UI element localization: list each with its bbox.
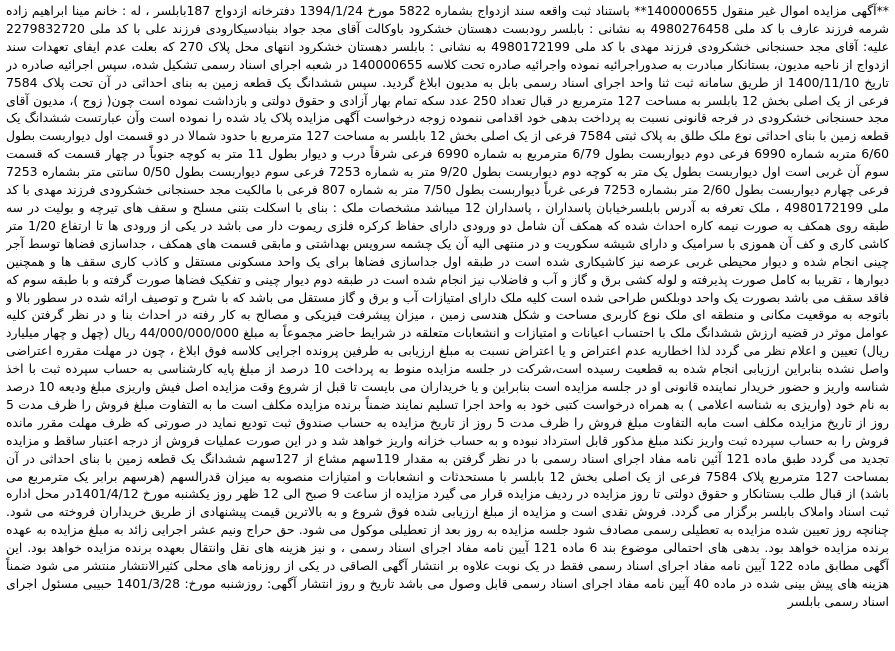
auction-notice <box>6 2 889 647</box>
notice-body-text: **آگهی مزایده اموال غیر منقول 140000655** باستناد ثبت واقعه سند ازدواج بشماره 5822 مورخ 1394/1/24 دفترخانه ازدواج 187بابلسر ، له : خانم مینا ابراهیم زاده شرمه فرزند عارف با کد ملی 4980276458 به نشانی : بابلسر رودبست دهستان خشکرود باوکالت آقای مجد جواد بنیادسیکارودی فرزند علی با کد ملی 2279832720 علیه: آقای مجد حسنجانی خشکرودی فرزند مهدی با کد ملی 4980172199 به نشانی : بابلسر دهستان خشکرود انتهای محل پلاک 270 که بعلت عدم ایفای تعهدات سند ازدواج از ناحیه مدیون، بستانکار مبادرت به صدوراجرائیه نموده واجرائیه صادره تحت کلاسه 140000655 در شعبه اجرای اسناد رسمی تشکیل شده، سپس اجرائیه صادره در تاریخ 1400/11/10 از طریق سامانه ثبت ثنا واحد اجرای اسناد رسمی بابل به مدیون ابلاغ گردید. سپس ششدانگ یک قطعه زمین به بنای احداثی در آن تحت پلاک 7584 فرعی از یک اصلی بخش 12 بابلسر به مساحت 127 مترمربع در قبال تعداد 250 عدد سکه تمام بهار آزادی و حقوق دولتی و بازداشت نموده است چون( زوج )، مدیون آقای مجد حسنجانی خشکرودی در فرجه قانونی نسبت به پرداخت بدهی خود اقدامی ننموده زوجه درخواست آگهی مزایده پلاک یاد شده را نموده است وآن عبارتست ششدانگ یک قطعه زمین با بنای احداثی نوع ملک طلق به پلاک ثبتی 7584 فرعی از یک اصلی بخش 12 بابلسر به مساحت 127 مترمربع با حدود شمالا در دو قسمت اول دیواربست بطول 6/60 متربه شماره 6990 فرعی دوم دیواربست بطول 6/79 مترمربع به شماره 6990 فرعی شرقاً درب و دیوار بطول 11 متر به کوچه جنوباً در چهار قسمت که قسمت سوم آن غربی است اول دیواربست بطول یک متر به کوچه دوم دیواربست بطول 9/20 متر به شماره 7253 فرعی سوم دیواربست بطول 0/50 سانتی متر بشماره 7253 فرعی چهارم دیواربست بطول 2/60 متر بشماره 7253 فرعی غرباً دیواربست بطول 7/50 متر به شماره 807 فرعی با مالکیت مجد حسنجانی خشکرودی فرزند مهدی با کد ملی 4980172199 ، ملک تعرفه به آدرس بابلسرخیابان پاسداران ، پاسداران 12 میباشد مشخصات ملک : بنای با اسکلت بتنی مسلح و سقف های تیرچه و بولیت در سه طبقه روی همکف به صورت نیمه کاره احداث شده که همکف آن شامل دو ورودی دارای حفاظ کرکره فلزی ریموت دار می باشد در یکی از ورودی ها تا ارتفاع 1/20 متر کاشی کاری و کف آن هموزی با سرامیک و دارای شیشه سکوریت و در منتهی الیه آن یک چشمه سرویس بهداشتی و مابقی قسمت های همکف ، جداسازی فضاها توسط آجر چینی انجام شده و دیوار محیطی غربی عرصه نیز کاشیکاری شده است در طبقه اول جداسازی فضاها برای یک واحد مسکونی مستقل و کاذب کاری سقف ها و همچنین دیوارها ، تقریبا به کامل صورت پذیرفته و لوله کشی برق و گاز و آب و فاضلاب نیز انجام شده است در طبقه دوم دیوار چینی و تفکیک فضاها صورت گرفته و با طبقه سوم که فاقد سقف می باشد بصورت یک واحد دوبلکس طراحی شده است کلیه ملک دارای امتیازات آب و برق و گاز مستقل می باشد که با شرح و توصیف ارائه شده در سطور بالا و باتوجه به موقعیت مکانی و منطقه ای ملک نوع کاربری مساحت و شکل هندسی زمین ، میزان پیشرفت فیزیکی و مصالح به کار رفته در احداث بنا و در نظر گرفتن کلیه عوامل موثر در قضیه ارزش ششدانگ ملک با احتساب اعیانات و امتیازات و انشعابات متعلقه در شرایط حاضر مجموعاً به مبلغ 44/000/000/000 ریال (چهل و چهار میلیارد ریال) تعیین و اعلام نظر می گردد لذا اخطاریه عدم اعتراض و یا اعتراض نسبت به مبلغ ارزیابی به طرفین پرونده اجرایی کلاسه فوق ابلاغ ، چون در مهلت مقرره اعتراضی واصل نشده بنابراین ارزیابی انجام شده به قطعیت رسیده است،شرکت در جلسه مزایده منوط به پرداخت 10 درصد از مبلغ پایه کارشناسی به حساب سپرده ثبت با اخذ شناسه واریز و حضور خریدار نماینده قانونی او در جلسه مزایده است بنابراین و یا خریداران می بایست تا قبل از شروع وقت مزایده اصل فیش واریزی مبلغ ودیعه 10 درصد به نام خود (واریزی به شناسه اعلامی ) به همراه درخواست کتبی خود به واحد اجرا تسلیم نمایند ضمناً برنده مزایده مکلف است ما به التفاوت مبلغ فروش را ظرف مدت 5 روز از تاریخ مزایده مکلف است مابه التفاوت مبلغ فروش را ظرف مدت 5 روز از تاریخ مزایده به حساب صندوق ثبت تودیع نماید در صورتی که ظرف مهلت مقرر مانده فروش را به حساب سپرده ثبت واریز نکند مبلغ مذکور قابل استرداد نبوده و به حساب خزانه واریز خواهد شد و در این صورت عملیات فروش از درجه اعتبار ساقط و مزایده تجدید می گردد طبق ماده 121 آئین نامه مفاد اجرای اسناد رسمی با در نظر گرفتن به مقدار 119سهم مشاع از 127سهم ششدانگ یک قطعه زمین با بنای احداثی در آن بمساحت 127 مترمربع پلاک 7584 فرعی از یک اصلی بخش 12 بابلسر با مستحدثات و انشعابات و امتیازات منصوبه به میزان قدرالسهم (هرسهم برابر یک مترمربع می باشد) از قبال طلب بستانکار و حقوق دولتی تا روز مزایده در ردیف مزایده قرار می گیرد مزایده از ساعت 9 صبح الی 12 ظهر روز یکشنبه مورخ 1401/4/12در محل اداره ثبت اسناد واملاک بابلسر برگزار می گردد. فروش نقدی است و مزایده از مبلغ ارزیابی شده فوق شروع و به بالاترین قیمت پیشنهادی از طریق خریداران فروخته می شود. چنانچه روز تعیین شده مزایده به تعطیلی رسمی مصادف شود جلسه مزایده به روز بعد از تعطیلی موکول می شود. حق حراج ونیم عشر اجرایی زائد به مبلغ مزایده به عهده برنده مزایده خواهد بود. بدهی های احتمالی موضوع بند 6 ماده 121 آیین نامه مفاد اجرای اسناد رسمی ، و نیز هزینه های نقل وانتقال بعهده برنده مزایده خواهد بود. این آگهی مطابق ماده 122 آیین نامه مفاد اجرای اسناد رسمی فقط در یک نوبت علاوه بر انتشار آگهی الصاقی در یکی از روزنامه های محلی کثیرالانتشار منتشر می شود ضمناً هزینه های پیش بینی شده در ماده 40 آیین نامه مفاد اجرای اسناد رسمی قابل وصول می باشد تاریخ و روز انتشار آگهی: روزشنبه مورخ: 1401/3/28 حبیبی مسئول اجرای اسناد رسمی بابلسر <box>6 3 889 609</box>
